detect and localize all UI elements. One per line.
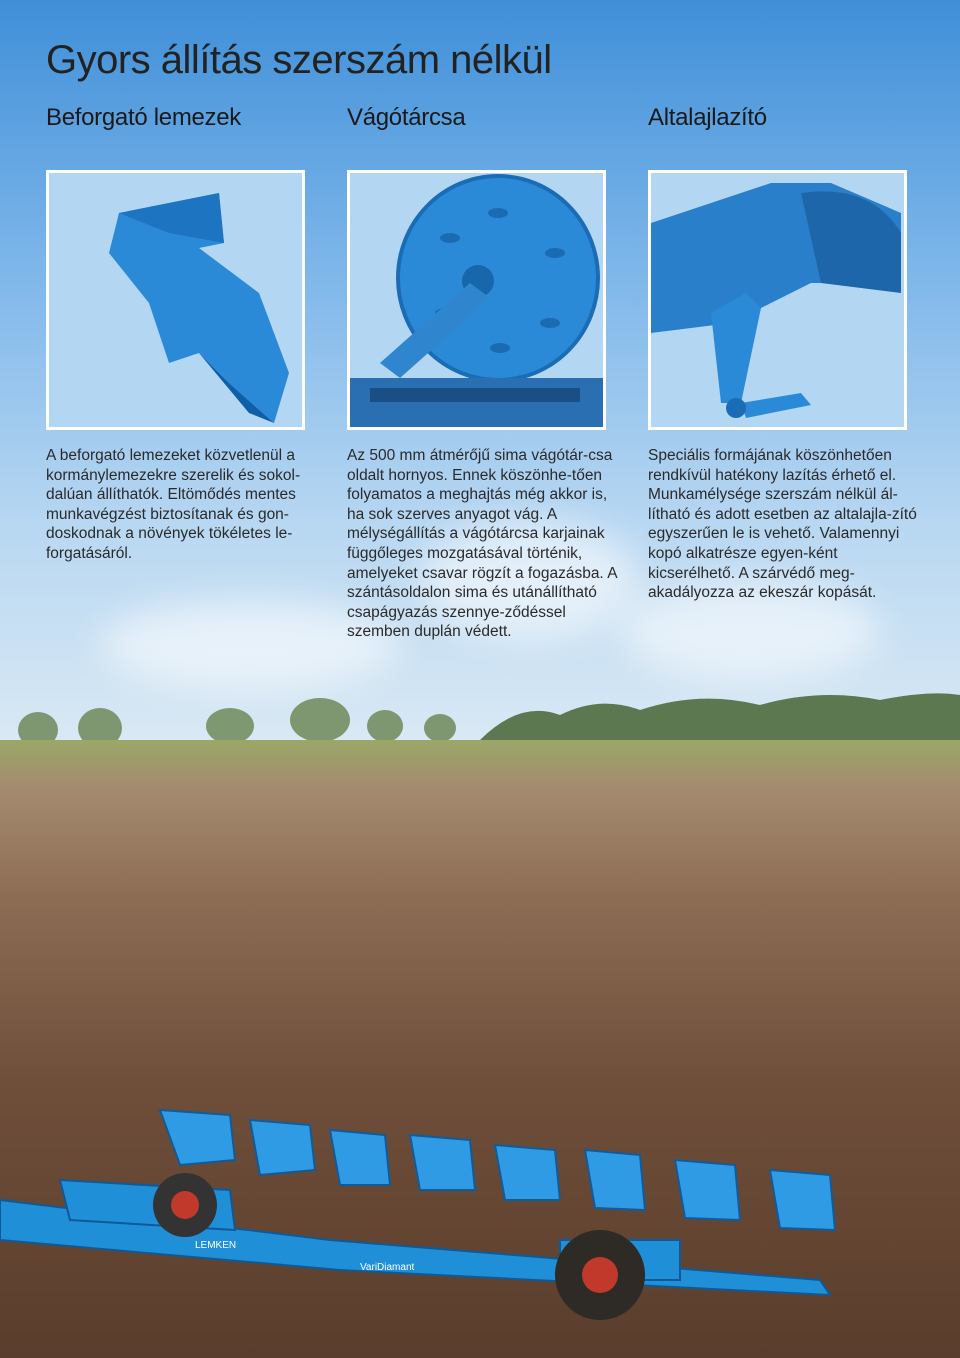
beforgato-lemez-text: A beforgató lemezeket közvetlenül a kormánylemezekre szerelik és sokol-dalúan állíthatók. Eltömődés mentes munkavégzést biztosítanak és gon-doskodnak a növények tökéletes le-forgatásáról.	[46, 447, 301, 562]
heading-beforgato-lemezek: Beforgató lemezek	[46, 104, 242, 131]
heading-altalajlazito: Altalajlazító	[648, 104, 767, 131]
vagotarcsa-text: Az 500 mm átmérőjű sima vágótár-csa oldalt hornyos. Ennek köszönhe-tően folyamatos a meghajtás még akkor is, ha sok szerves anyagot vág. A mélységállítás a vágótárcsa karjainak függőleges mozgatásával történik, amelyeket csavar rögzít a fogazásba. A szántásoldalon sima és utánállítható csapágyazás szennye-ződéssel szemben duplán védett.	[347, 447, 617, 641]
vagotarcsa-photo	[347, 170, 606, 430]
page-title: Gyors állítás szerszám nélkül	[46, 38, 552, 82]
heading-vagotarcsa: Vágótárcsa	[347, 104, 466, 131]
brand-label: LEMKEN	[195, 1240, 237, 1251]
altalajlazito-text: Speciális formájának köszönhetően rendkívül hatékony lazítás érhető el. Munkamélysége szerszám nélkül ál-lítható és adott esetben az altalajla-zító egyszerűen le is vehető. Valamennyi kopó alkatrésze egyen-ként kicserélhető. A szárvédő meg-akadályozza az ekeszár kopását.	[648, 447, 917, 602]
model-label: VariDiamant	[360, 1262, 415, 1273]
plough-illustration	[0, 1090, 960, 1358]
altalajlazito-photo	[648, 170, 907, 430]
beforgato-lemez-photo	[46, 170, 305, 430]
